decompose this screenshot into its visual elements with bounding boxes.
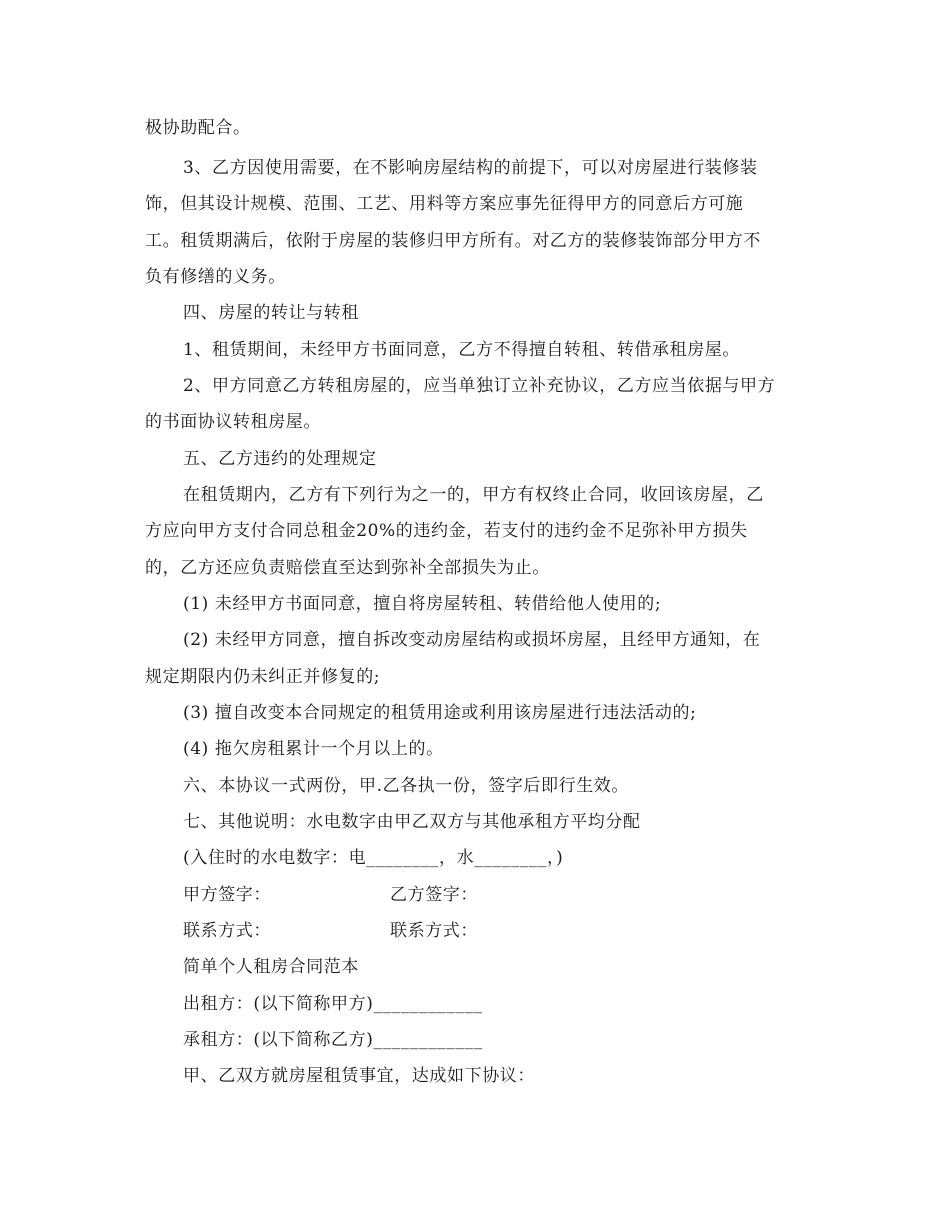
list-item: (1) 未经甲方书面同意，擅自将房屋转租、转借给他人使用的; — [183, 594, 662, 614]
section-heading: 四、房屋的转让与转租 — [183, 303, 359, 323]
text-line: 3、乙方因使用需要，在不影响房屋结构的前提下，可以对房屋进行装修装 — [183, 158, 758, 178]
party-b-contact-label: 联系方式： — [390, 921, 478, 941]
text-line: 方应向甲方支付合同总租金20%的违约金，若支付的违约金不足弥补甲方损失 — [145, 521, 748, 541]
text-line: 的书面协议转租房屋。 — [145, 412, 321, 432]
text-line: 2、甲方同意乙方转租房屋的，应当单独订立补充协议，乙方应当依据与甲方 — [183, 376, 776, 396]
party-a-signature-label: 甲方签字： — [183, 885, 271, 905]
list-item: (4) 拖欠房租累计一个月以上的。 — [183, 739, 444, 759]
text-line: 饰，但其设计规模、范围、工艺、用料等方案应事先征得甲方的同意后方可施 — [145, 194, 744, 214]
party-b-signature-label: 乙方签字： — [390, 885, 478, 905]
text-line: 极协助配合。 — [145, 118, 251, 138]
list-item: (2) 未经甲方同意，擅自拆改变动房屋结构或损坏房屋，且经甲方通知，在 — [183, 630, 761, 650]
utility-reading-line: (入住时的水电数字：电________，水________，) — [183, 848, 564, 868]
section-heading: 六、本协议一式两份，甲.乙各执一份，签字后即行生效。 — [183, 776, 630, 796]
party-a-contact-label: 联系方式： — [183, 921, 271, 941]
contract-title: 简单个人租房合同范本 — [183, 957, 359, 977]
text-line: 1、租赁期间，未经甲方书面同意，乙方不得擅自转租、转借承租房屋。 — [183, 340, 741, 360]
section-heading: 五、乙方违约的处理规定 — [183, 449, 377, 469]
text-line: 的，乙方还应负责赔偿直至达到弥补全部损失为止。 — [145, 558, 550, 578]
list-item: (3) 擅自改变本合同规定的租赁用途或利用该房屋进行违法活动的; — [183, 703, 697, 723]
text-line: 工。租赁期满后，依附于房屋的装修归甲方所有。对乙方的装修装饰部分甲方不 — [145, 231, 761, 251]
section-heading: 七、其他说明：水电数字由甲乙双方与其他承租方平均分配 — [183, 812, 641, 832]
text-line: 负有修缮的义务。 — [145, 267, 286, 287]
lessor-line: 出租方：(以下简称甲方)____________ — [183, 994, 483, 1014]
agreement-intro: 甲、乙双方就房屋租赁事宜，达成如下协议： — [183, 1066, 535, 1086]
text-line: 在租赁期内，乙方有下列行为之一的，甲方有权终止合同，收回该房屋，乙 — [183, 485, 764, 505]
text-line: 规定期限内仍未纠正并修复的; — [145, 667, 381, 687]
lessee-line: 承租方：(以下简称乙方)____________ — [183, 1030, 483, 1050]
